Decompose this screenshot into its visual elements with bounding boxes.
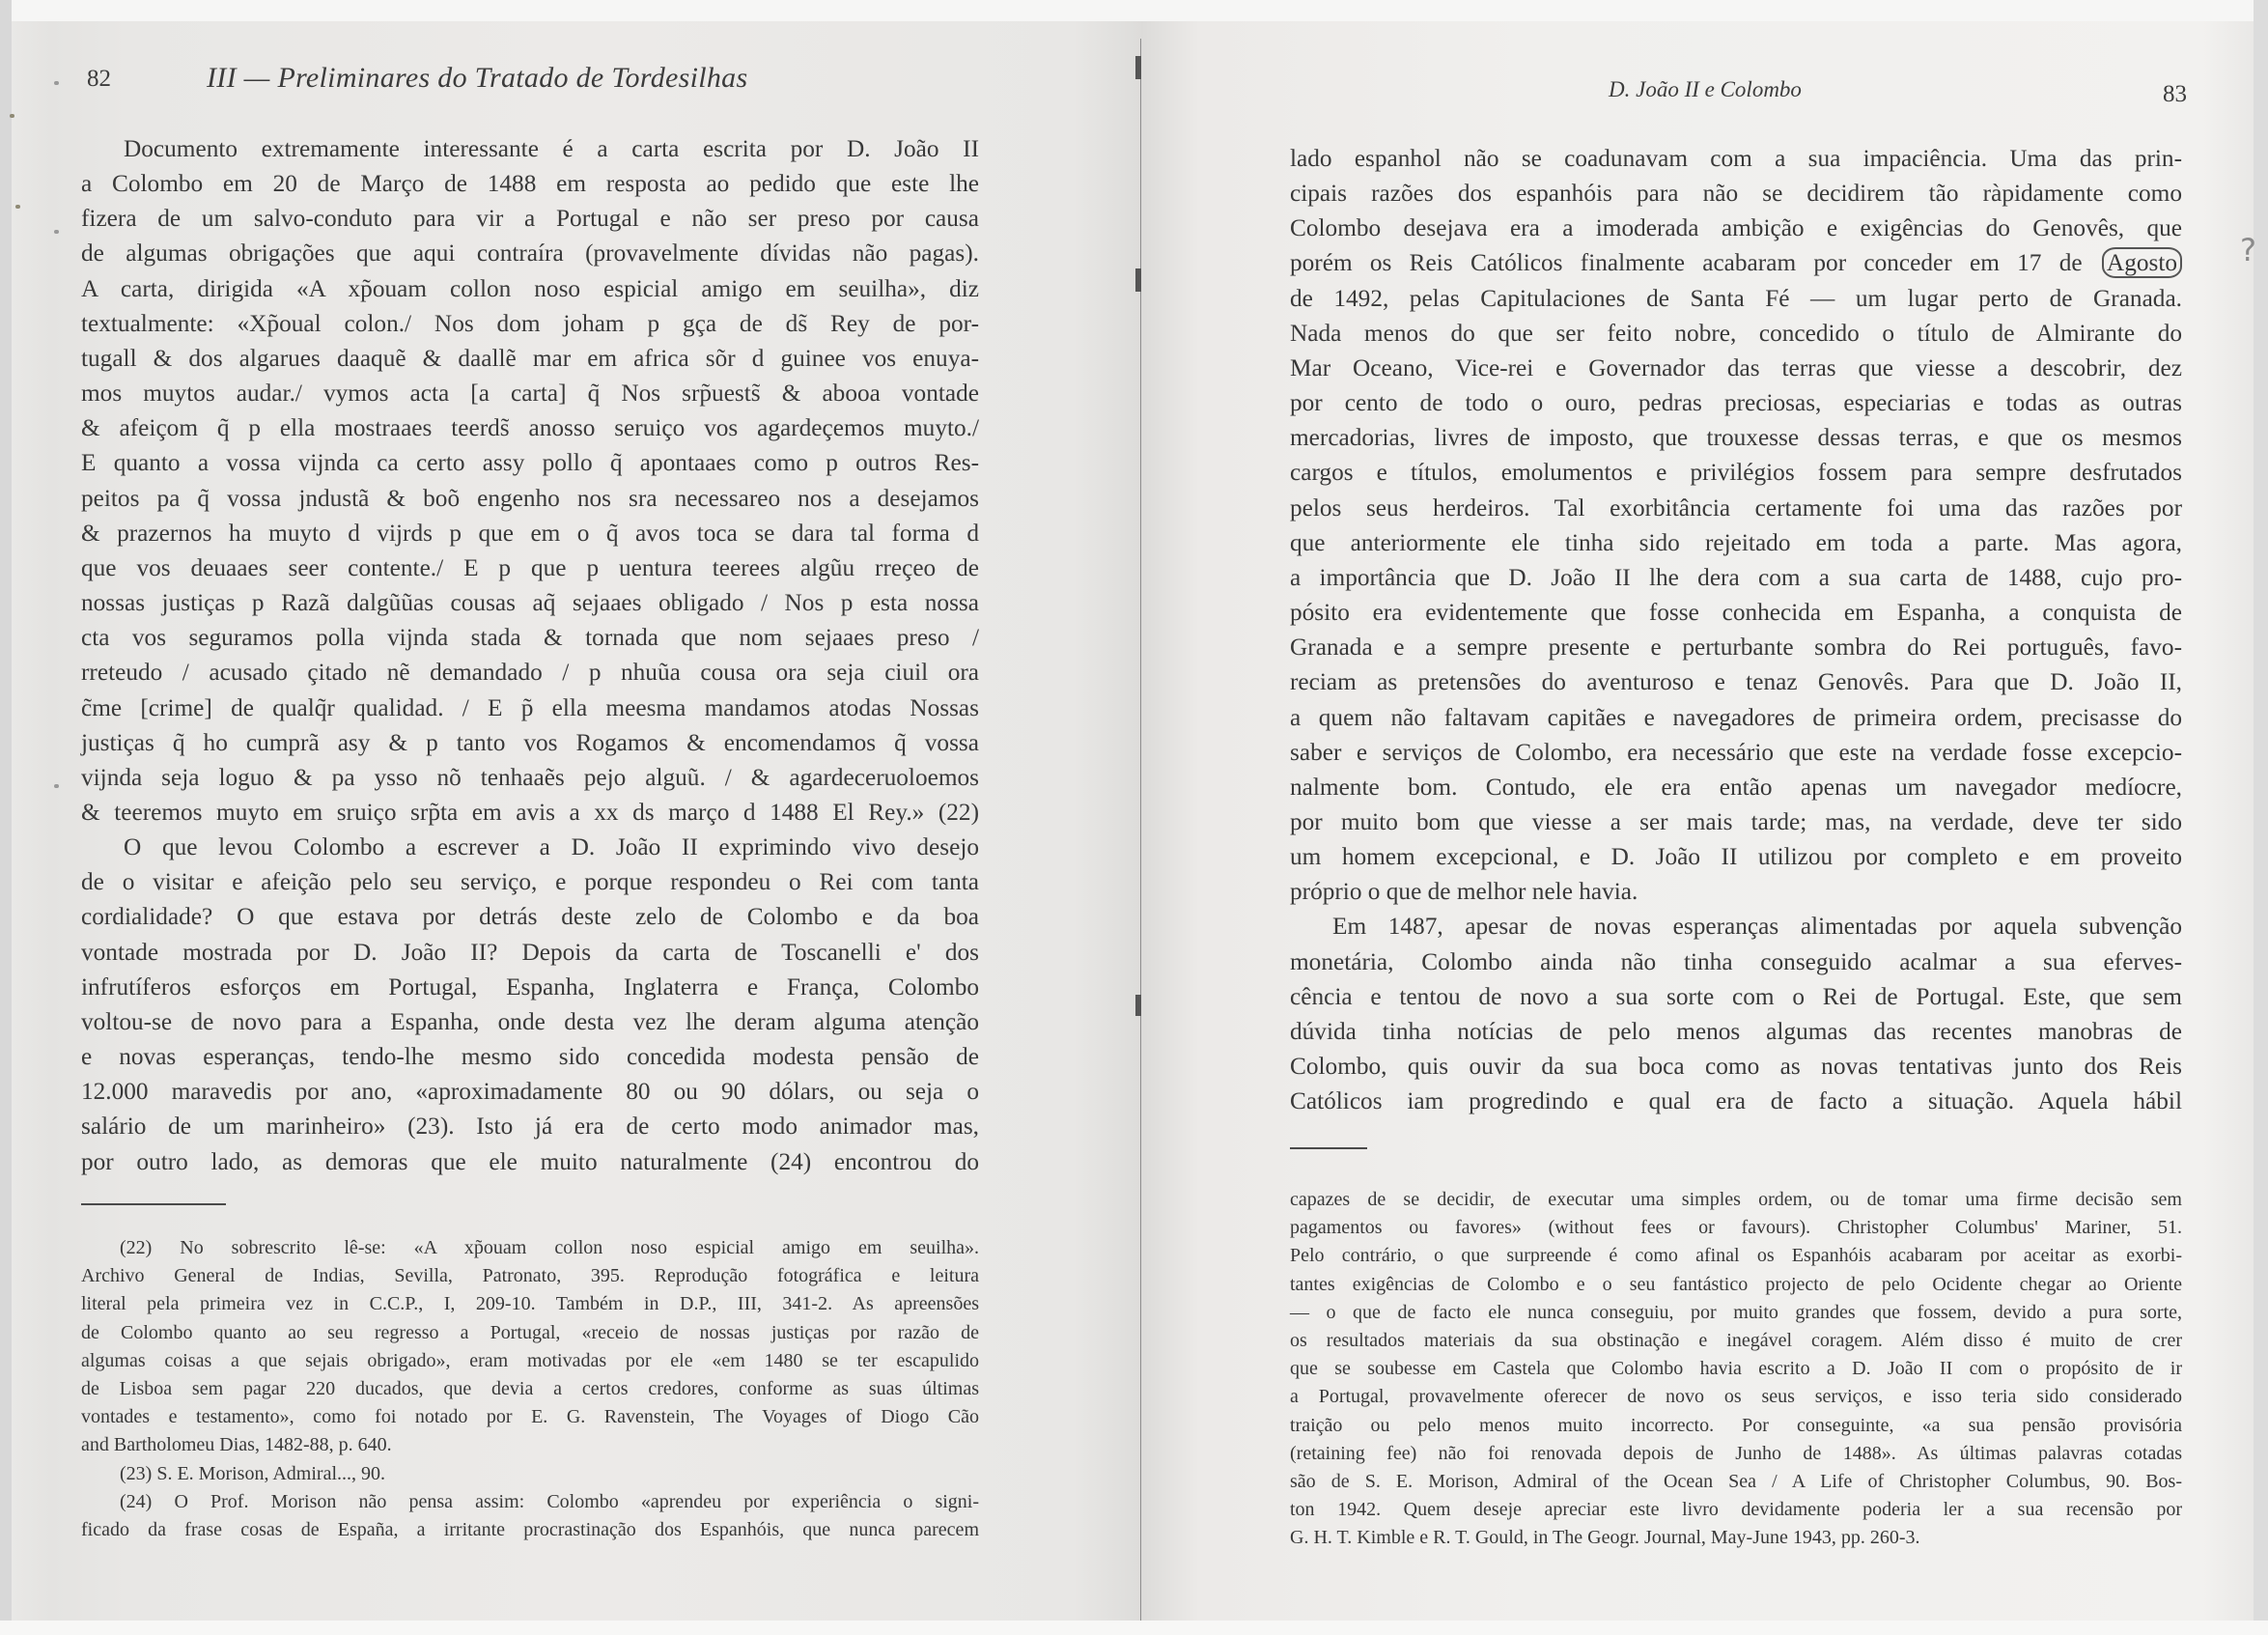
text-line-content: & prazernos ha muyto d vijrds p que em o q̃ avos toca se dara tal forma d [81, 519, 979, 547]
text-line [81, 760, 979, 795]
footnote-text: vontades e testamento», como foi notado por E. G. Ravenstein, The Voyages of Diogo Cão [81, 1406, 979, 1428]
text-line [81, 341, 979, 376]
text-line [81, 655, 979, 690]
footnote-text: and Bartholomeu Dias, 1482-88, p. 640. [81, 1434, 392, 1456]
text-line [1290, 1049, 2182, 1084]
footnote-number: (23) [120, 1462, 153, 1484]
pencil-circled-word: Agosto [2102, 247, 2182, 278]
text-line-content: Católicos iam progredindo e qual era de facto a situação. Aquela hábil [1290, 1087, 2182, 1115]
margin-speck [54, 784, 59, 788]
text-line-content: E quanto a vossa vijnda ca certo assy pollo q̃ apontaaes como p outros Res- [81, 449, 979, 477]
right-body-text [1290, 141, 2182, 1118]
text-line [1290, 141, 2182, 176]
text-line [1290, 909, 2182, 944]
scan-edge-top [0, 0, 2268, 21]
pencil-question-mark: ? [2240, 232, 2256, 268]
footnote-line: os resultados materiais da sua obstinação e inegável coragem. Além disso é muito de crer [1290, 1330, 2182, 1352]
text-line [1290, 874, 2182, 909]
text-line [81, 899, 979, 934]
text-line [81, 1109, 979, 1143]
text-line-content: A carta, dirigida «A xp̃ouam collon noso espicial amigo em seuilha», diz [81, 274, 979, 302]
text-line-content: pelos seus herdeiros. Tal exorbitância certamente foi uma das razões por [1290, 493, 2182, 522]
text-line-content: a importância que D. João II lhe dera com a sua carta de 1488, cujo pro- [1290, 563, 2182, 591]
left-page-number: 82 [87, 66, 111, 92]
text-line [81, 1004, 979, 1039]
text-line-content: justiças q̃ ho cumprã asy & p tanto vos Rogamos & encomendamos q̃ vossa [81, 728, 979, 756]
text-line-content: lado espanhol não se coadunavam com a sua impaciência. Uma das prin- [1290, 145, 2182, 172]
text-line-content: mos muytos audar./ vymos acta [a carta] q̃ Nos srp̃uests̃ & abooa vontade [81, 380, 979, 408]
text-line-content: Granada e a sempre presente e perturbante sombra do Rei português, favo- [1290, 634, 2182, 662]
text-line-content: salário de um marinheiro» (23). Isto já era de certo modo animador mas, [81, 1113, 979, 1141]
text-line [1290, 525, 2182, 560]
footnote-line [81, 1290, 979, 1318]
text-line-content: infrutíferos esforços em Portugal, Espanha, Inglaterra e França, Colombo [81, 973, 979, 1001]
text-line [1290, 491, 2182, 525]
footnote-line [81, 1431, 979, 1459]
footnote-line [81, 1262, 979, 1290]
text-line [1290, 804, 2182, 839]
text-line-content: cargos e títulos, emolumentos e privilégios fossem para sempre desfrutados [1290, 459, 2182, 487]
footnote-line: pagamentos ou favores» (without fees or favours). Christopher Columbus' Mariner, 51. [1290, 1217, 2182, 1239]
text-line [1290, 839, 2182, 874]
right-running-head: D. João II e Colombo [1609, 77, 1802, 101]
footnote-line [81, 1516, 979, 1544]
right-page-number: 83 [2163, 81, 2187, 107]
footnote-line: traição ou pelo menos muito incorrecto. Por conseguinte, «a sua pensão provisória [1290, 1414, 2182, 1436]
footnote-line: ton 1942. Quem deseje apreciar este livro devidamente poderia ler a sua recensão por [1290, 1499, 2182, 1521]
text-line [81, 691, 979, 725]
margin-speck [10, 114, 14, 118]
text-line-content: tugall & dos algarues daaquẽ & daallẽ mar em africa sõr d guinee vos enuya- [81, 344, 979, 372]
text-line [81, 795, 979, 830]
text-line-content: a Colombo em 20 de Março de 1488 em resposta ao pedido que este lhe [81, 170, 979, 198]
text-line [1290, 281, 2182, 316]
text-line-content: de algumas obrigações que aqui contraíra (provavelmente dívidas não pagas). [81, 240, 979, 268]
text-line [81, 131, 979, 166]
right-footnote-rule [1290, 1147, 1367, 1149]
text-line-content: reciam as pretensões do aventuroso e tenaz Genovês. Para que D. João II, [1290, 668, 2182, 696]
footnote-text: O Prof. Morison não pensa assim: Colombo «aprendeu por experiência o signi- [174, 1490, 980, 1512]
text-line [1290, 316, 2182, 351]
text-line [1290, 1014, 2182, 1049]
text-line [81, 620, 979, 655]
footnote-line: G. H. T. Kimble e R. T. Gould, in The Geogr. Journal, May-June 1943, pp. 260-3. [1290, 1527, 1920, 1549]
margin-speck [54, 81, 59, 85]
text-line [81, 201, 979, 236]
text-line-content: e novas esperanças, tendo-lhe mesmo sido concedida modesta pensão de [81, 1043, 979, 1071]
text-line-content: fizera de um salvo-conduto para vir a Portugal e não ser preso por causa [81, 205, 979, 233]
text-line [81, 410, 979, 445]
footnote-line [81, 1319, 979, 1347]
text-line [1290, 664, 2182, 699]
text-line-content: saber e serviços de Colombo, era necessário que este na verdade fosse excepcio- [1290, 738, 2182, 766]
text-line [81, 725, 979, 760]
left-footnote-rule [81, 1203, 226, 1205]
margin-speck [15, 205, 20, 209]
text-line-content: Colombo, quis ouvir da sua boca como as novas tentativas junto dos Reis [1290, 1053, 2182, 1081]
scan-left-edge [0, 0, 12, 1635]
text-line [1290, 595, 2182, 630]
text-line-content: & teeremos muyto em sruiço srp̃ta em avis a xx ds março d 1488 El Rey.» [81, 798, 925, 826]
footnote-text: de Lisboa sem pagar 220 ducados, que devia a certos credores, conforme as suas últimas [81, 1378, 979, 1400]
text-line-content: peitos pa q̃ vossa jndustã & boõ engenho nos sra necessareo nos a desejamos [81, 484, 979, 512]
text-line [81, 585, 979, 620]
footnote-line [81, 1488, 979, 1516]
text-line-content: O que levou Colombo a escrever a D. João II exprimindo vivo desejo [124, 833, 979, 861]
text-line-content: por muito bom que viesse a ser mais tarde; mas, na verdade, deve ter sido [1290, 807, 2182, 835]
text-line [81, 166, 979, 201]
text-line [1290, 979, 2182, 1014]
footnote-line: que se soubesse em Castela que Colombo havia escrito a D. João II com o propósito de ir [1290, 1358, 2182, 1380]
footnote-line: a Portugal, provavelmente oferecer de novo os seus serviços, e isso teria sido considerado [1290, 1386, 2182, 1408]
footnote-text: ficado da frase cosas de España, a irritante procrastinação dos Espanhóis, que nunca parecem [81, 1519, 979, 1541]
footnote-line: tantes exigências de Colombo e o seu fantástico projecto de pelo Ocidente chegar ao Oriente [1290, 1273, 2182, 1295]
text-line [81, 376, 979, 410]
text-line-content: cordialidade? O que estava por detrás deste zelo de Colombo e da boa [81, 903, 979, 931]
footnote-line [81, 1347, 979, 1375]
text-line-content: Mar Oceano, Vice-rei e Governador das terras que viesse a descobrir, dez [1290, 353, 2182, 381]
footnote-text: algumas coisas a que sejais obrigado», eram motivadas por ele «em 1480 se ter escapulido [81, 1349, 979, 1371]
text-line [1290, 176, 2182, 211]
text-line [81, 830, 979, 864]
text-line [81, 271, 979, 306]
text-line [1290, 420, 2182, 455]
text-line-content: vontade mostrada por D. João II? Depois da carta de Toscanelli e' dos [81, 938, 979, 966]
text-line-content: pósito era evidentemente que fosse conhecida em Espanha, a conquista de [1290, 599, 2182, 627]
text-line [81, 550, 979, 585]
footnote-text: literal pela primeira vez in C.C.P., I, 209-10. Também in D.P., III, 341-2. As apreensões [81, 1293, 979, 1315]
text-line [81, 1074, 979, 1109]
footnote-line: capazes de se decidir, de executar uma simples ordem, ou de tomar uma firme decisão sem [1290, 1189, 2182, 1210]
footnote-text: S. E. Morison, Admiral..., 90. [156, 1462, 385, 1484]
text-line [81, 864, 979, 899]
text-line [81, 445, 979, 480]
text-line-content: que anteriormente ele tinha sido rejeitado em toda a parte. Mas agora, [1290, 528, 2182, 556]
footnote-line: (retaining fee) não foi renovada depois de Junho de 1488». As últimas palavras cotadas [1290, 1442, 2182, 1464]
text-line [1290, 211, 2182, 245]
footnote-text: de Colombo quanto ao seu regresso a Portugal, «receio de nossas justiças por razão de [81, 1321, 979, 1343]
text-line-content: um homem excepcional, e D. João II utilizou por completo e em proveito [1290, 843, 2182, 871]
text-line [81, 481, 979, 516]
text-line-content: cência e tentou de novo a sua sorte com o Rei de Portugal. Este, que sem [1290, 982, 2182, 1010]
right-footnotes [1290, 1186, 2182, 1553]
text-line-content: que vos deuaaes seer contente./ E p que p uentura teerees algũu rreçeo de [81, 553, 979, 581]
footnote-line: Pelo contrário, o que surpreende é como afinal os Espanhóis acabaram por aceitar as exorbi- [1290, 1245, 2182, 1267]
text-line [81, 970, 979, 1004]
text-line [81, 1144, 979, 1179]
text-line [81, 1039, 979, 1074]
text-line-content: Colombo desejava era a imoderada ambição e exigências do Genovês, que [1290, 214, 2182, 242]
text-line-content: cipais razões dos espanhóis para não se decidirem tão ràpidamente como [1290, 180, 2182, 208]
text-line-content: & afeiçom q̃ p ella mostraaes teerds̃ anosso seruiço vos agardeçemos muyto./ [81, 414, 979, 442]
footnote-line [81, 1234, 979, 1262]
text-line [1290, 385, 2182, 420]
text-line-content: vijnda seja loguo & pa ysso nõ tenhaaẽs pejo alguũ. / & agardeceruoloemos [81, 763, 979, 791]
text-line-content: rreteudo / acusado çitado nẽ demandado / p nhuũa cousa ora seja ciuil ora [81, 659, 979, 687]
footnote-line: — o que de facto ele nunca conseguiu, por muito grandes que fossem, devido a pura sorte, [1290, 1301, 2182, 1323]
text-line-content: por cento de todo o ouro, pedras preciosas, especiarias e todas as outras [1290, 389, 2182, 417]
text-line [1290, 770, 2182, 804]
left-body-text [81, 131, 979, 1179]
text-line-content: de o visitar e afeição pelo seu serviço, e porque respondeu o Rei com tanta [81, 868, 979, 896]
text-line [1290, 560, 2182, 595]
text-line [1290, 630, 2182, 664]
text-line-content: monetária, Colombo ainda não tinha conseguido acalmar a sua eferves- [1290, 947, 2182, 975]
text-line [1290, 735, 2182, 770]
text-line-content: voltou-se de novo para a Espanha, onde desta vez lhe deram alguma atenção [81, 1007, 979, 1035]
text-line [1290, 1084, 2182, 1118]
text-line [81, 236, 979, 270]
text-line-content: Documento extremamente interessante é a carta escrita por D. João II [124, 135, 979, 162]
text-line [1290, 351, 2182, 385]
text-line [1290, 245, 2182, 280]
text-line-content: a quem não faltavam capitães e navegadores de primeira ordem, precisasse do [1290, 703, 2182, 731]
text-line [81, 516, 979, 550]
text-line-content: dúvida tinha notícias de pelo menos algumas das recentes manobras de [1290, 1017, 2182, 1045]
footnote-number: (22) [120, 1237, 153, 1258]
footnote-line [81, 1375, 979, 1403]
left-footnotes [81, 1234, 979, 1544]
text-line-content: próprio o que de melhor nele havia. [1290, 878, 1638, 906]
footnote-line [81, 1403, 979, 1431]
text-line-content: por outro lado, as demoras que ele muito naturalmente (24) encontrou do [81, 1147, 979, 1175]
text-line-content: cta vos seguramos polla vijnda stada & tornada que nom sejaaes preso / [81, 624, 979, 652]
footnote-number: (24) [120, 1490, 153, 1512]
footnote-line [81, 1460, 979, 1488]
text-line-content: 12.000 maravedis por ano, «aproximadamente 80 ou 90 dólars, ou seja o [81, 1078, 979, 1106]
text-line [81, 306, 979, 341]
text-line [1290, 944, 2182, 979]
text-line [1290, 455, 2182, 490]
scan-bottom-edge [0, 1621, 2268, 1635]
text-line-content: Nada menos do que ser feito nobre, concedido o título de Almirante do [1290, 319, 2182, 347]
footnote-text: Archivo General de Indias, Sevilla, Patronato, 395. Reprodução fotográfica e leitura [81, 1265, 979, 1287]
footnote-line: são de S. E. Morison, Admiral of the Ocean Sea / A Life of Christopher Columbus, 90. Bos- [1290, 1471, 2182, 1493]
margin-speck [54, 230, 59, 234]
footnote-ref: (22) [938, 798, 980, 826]
text-line-content: textualmente: «Xp̃oual colon./ Nos dom joham p gça de ds̃ Rey de por- [81, 309, 979, 337]
text-line-content: nossas justiças p Razã dalgũũas cousas aq̃ sejaaes obligado / Nos p esta nossa [81, 589, 979, 617]
text-line-content: mercadorias, livres de imposto, que trouxesse dessas terras, e que os mesmos [1290, 424, 2182, 452]
text-line [81, 935, 979, 970]
left-running-head: III — Preliminares do Tratado de Tordesilhas [207, 62, 748, 94]
text-line-content: porém os Reis Católicos finalmente acabaram por conceder em 17 de [1290, 249, 2083, 277]
text-line-content: c̃me [crime] de qualq̃r qualidad. / E p̃ ella meesma mandamos atodas Nossas [81, 693, 979, 721]
text-line [1290, 700, 2182, 735]
footnote-text: No sobrescrito lê-se: «A xp̃ouam collon noso espicial amigo em seuilha». [180, 1237, 979, 1258]
text-line-content: nalmente bom. Contudo, ele era então apenas um navegador medíocre, [1290, 773, 2182, 801]
text-line-content: de 1492, pelas Capitulaciones de Santa Fé — um lugar perto de Granada. [1290, 284, 2182, 312]
text-line-content: Em 1487, apesar de novas esperanças alimentadas por aquela subvenção [1332, 913, 2182, 941]
